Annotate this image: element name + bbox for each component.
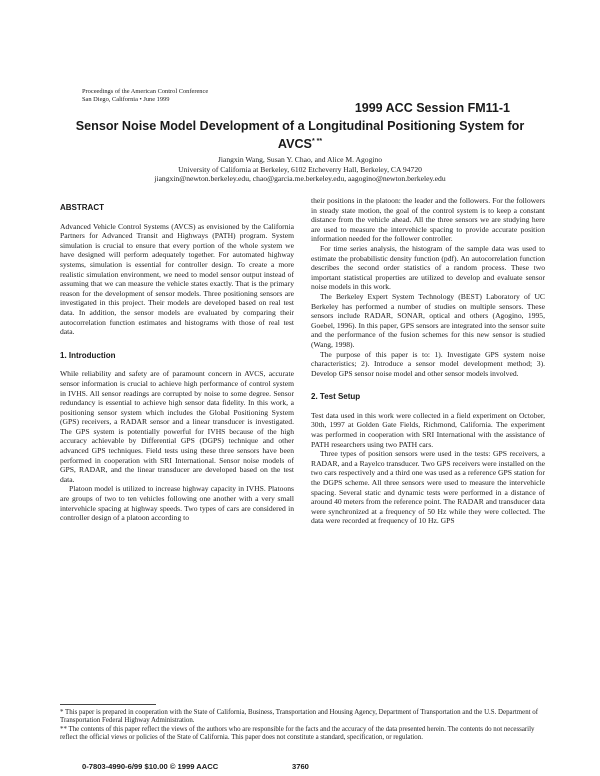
intro-paragraph-2: Platoon model is utilized to increase highway capacity in IVHS. Platoons are groups of two to ten vehicles following one another with a very small intervehicle spacing at highway speeds. Two types of cars are considered in controller design of a platoon according to [60, 484, 294, 523]
right-paragraph-1: their positions in the platoon: the leader and the followers. For the followers in steady state motion, the goal of the control system is to keep a constant distance from the vehicle ahead. All the three sensors we are studying here are used to measure the intervehicle spacing to provide accurate position information needed for the follower controller. [311, 196, 545, 244]
test-setup-paragraph-1: Test data used in this work were collected in a field experiment on October, 30th, 1997 at Golden Gate Fields, Richmond, California. The experiment was performed in cooperation with SRI International with the assistance of PATH researchers using two PATH cars. [311, 410, 545, 449]
author-affiliation: University of California at Berkeley, 6102 Etcheverry Hall, Berkeley, CA 94720 [178, 164, 422, 174]
proceedings-location: San Diego, California • June 1999 [82, 96, 170, 103]
footnote-divider [60, 704, 156, 705]
author-names: Jiangxin Wang, Susan Y. Chao, and Alice M. Agogino [217, 155, 383, 164]
right-paragraph-2: For time series analysis, the histogram of the sample data was used to estimate the probabilistic density function (pdf). An autocorrelation function describes the second order statistics of a random process. These two important statistical properties are utilized to develop and evaluate sensor noise models in this work. [311, 243, 545, 292]
author-emails: jiangxin@newton.berkeley.edu, chao@garcia.me.berkeley.edu, aagogino@newton.berkeley.edu [154, 174, 446, 184]
isbn-line: 0-7803-4990-6/99 $10.00 © 1999 AACC [82, 762, 219, 771]
title-line-1: Sensor Noise Model Development of a Longitudinal Positioning System for [75, 119, 525, 133]
proceedings-header [82, 88, 208, 104]
abstract-text: Advanced Vehicle Control Systems (AVCS) as envisioned by the California Partners for Advanced Transit and Highways (PATH) program. System simulation is crucial to ensure that every portion of the whole system we have designed will perform adequately together. For automated highway systems, simulation is essential for controller design. To create a more realistic simulation environment, we need to model sensor output instead of assuming that we can measure the vehicle states exactly. That is the primary reason for the development of sensor models. Three positioning sensors are investigated in this project. Their models are developed based on real test data. In addition, the sensor models are evaluated by comparing their autocorrelation function estimates and histograms with those of real test data. [60, 221, 294, 337]
page-number: 3760 [292, 762, 309, 771]
footnote-1: * This paper is prepared in cooperation with the State of California, Business, Transportation and Housing Agency, Department of Transportation and the U.S. Department of Transportation Federal Highway Administration. [60, 709, 539, 725]
right-column [311, 196, 545, 526]
abstract-heading: ABSTRACT [60, 203, 104, 212]
left-column [60, 203, 294, 523]
paper-title [60, 118, 540, 152]
test-setup-paragraph-2: Three types of position sensors were used in the tests: GPS receivers, a RADAR, and a Rayelco transducer. Two GPS receivers were installed on the two cars respectively and a third one was used as a reference GPS station for the DGPS scheme. All three sensors were used to measure the intervehicle spacing. Several static and dynamic tests were performed in a distance of around 40 meters from the reference point. The RADAR and transducer data were synchronized at a frequency of 50 Hz while they were collected. The data were recorded at frequency of 10 Hz. GPS [311, 449, 545, 526]
test-setup-heading: 2. Test Setup [311, 392, 361, 402]
author-block [60, 155, 540, 184]
intro-heading: 1. Introduction [60, 350, 116, 360]
right-paragraph-4: The purpose of this paper is to: 1). Investigate GPS system noise characteristics; 2). Introduce a sensor model development method; 3). Develop GPS sensor noise model and other sensor models involved. [311, 349, 545, 378]
session-label: 1999 ACC Session FM11-1 [354, 101, 510, 115]
title-line-2: AVCS [277, 137, 312, 152]
intro-paragraph-1: While reliability and safety are of paramount concern in AVCS, accurate sensor information is crucial to achieve high performance of control system in IVHS. All sensor readings are corrupted by noise to some degree. Sensor redundancy is essential to achieve high sensor data fidelity. In this work, a positioning sensor system which includes the Global Positioning System (GPS) receivers, a RADAR sensor and a linear transducer is investigated. The GPS system is potentially powerful for IVHS because of the high accuracy achievable by Differential GPS (DGPS) technique and other advanced GPS techniques. Field tests using these three sensors have been performed in cooperation with SRI International. Sensor noise models of GPS, RADAR, and the linear transducer are developed based on the test data. [60, 369, 294, 484]
right-paragraph-3: The Berkeley Expert System Technology (BEST) Laboratory of UC Berkeley has performed a number of studies on multiple sensors. These sensors include RADAR, SONAR, optical and others (Agogino, 1995, Goebel, 1996). In this paper, GPS sensors are integrated into the sensor suite and the performance of the fusion schemes for this new sensor is studied (Wang, 1998). [311, 291, 545, 349]
footnote-2: ** The contents of this paper reflect the views of the authors who are responsible for the facts and the accuracy of the data presented herein. The contents do not necessarily reflect the official views or policies of the State of California. This paper does not constitute a standard, specification, or regulation. [60, 725, 535, 741]
title-footnote-marks: * ** [311, 138, 323, 145]
proceedings-name: Proceedings of the American Control Conference [82, 88, 209, 95]
footnotes [60, 709, 540, 742]
